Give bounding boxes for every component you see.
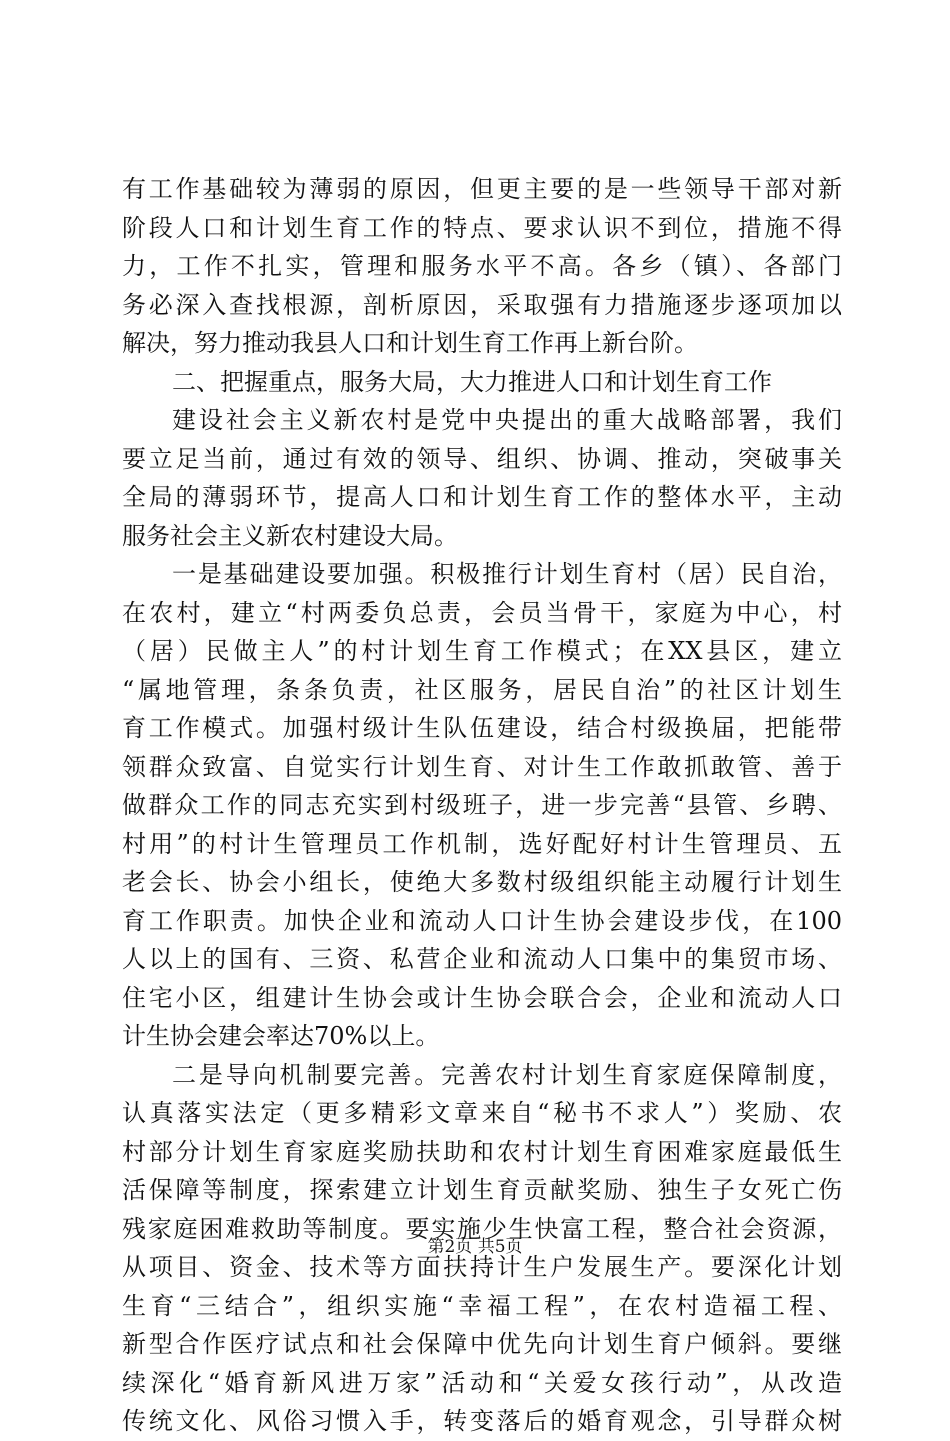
- text-line: 人以上的国有、三资、私营企业和流动人口集中的集贸市场、: [122, 945, 842, 973]
- page-number-footer: 第2页 共5页: [427, 1237, 523, 1257]
- text-line: 续深化“婚育新风进万家”活动和“关爱女孩行动”，从改造: [122, 1368, 842, 1397]
- text-line: 活保障等制度，探索建立计划生育贡献奖励、独生子女死亡伤: [122, 1176, 842, 1204]
- text-line: 力，工作不扎实，管理和服务水平不高。各乡（镇）、各部门: [122, 252, 842, 280]
- text-line: 生育“三结合”，组织实施“幸福工程”，在农村造福工程、: [122, 1291, 842, 1320]
- text-line: 务必深入查找根源，剖析原因，采取强有力措施逐步逐项加以: [122, 290, 842, 319]
- text-line: 老会长、协会小组长，使绝大多数村级组织能主动履行计划生: [122, 868, 842, 896]
- text-line: 村用”的村计生管理员工作机制，选好配好村计生管理员、五: [122, 829, 842, 858]
- text-line: 建设社会主义新农村是党中央提出的重大战略部署，我们: [172, 406, 842, 434]
- text-line: 传统文化、风俗习惯入手，转变落后的婚育观念，引导群众树: [122, 1407, 842, 1435]
- text-line: 领群众致富、自觉实行计划生育、对计生工作敢抓敢管、善于: [122, 752, 842, 781]
- text-line: 残家庭困难救助等制度。要实施少生快富工程，整合社会资源，: [122, 1214, 842, 1243]
- text-line: 全局的薄弱环节，提高人口和计划生育工作的整体水平，主动: [122, 483, 842, 511]
- text-line: 做群众工作的同志充实到村级班子，进一步完善“县管、乡聘、: [122, 791, 842, 819]
- text-line: 村部分计划生育家庭奖励扶助和农村计划生育困难家庭最低生: [122, 1137, 842, 1166]
- text-line: 二是导向机制要完善。完善农村计划生育家庭保障制度，: [172, 1060, 842, 1089]
- text-line: （居）民做主人”的村计划生育工作模式；在XX县区，建立: [122, 637, 842, 665]
- text-line: 育工作职责。加快企业和流动人口计生协会建设步伐，在100: [122, 906, 842, 935]
- text-line: 有工作基础较为薄弱的原因，但更主要的是一些领导干部对新: [122, 175, 842, 203]
- text-line: 解决，努力推动我县人口和计划生育工作再上新台阶。: [122, 329, 698, 357]
- text-line: 育工作模式。加强村级计生队伍建设，结合村级换届，把能带: [122, 714, 842, 742]
- text-line: 从项目、资金、技术等方面扶持计生户发展生产。要深化计划: [122, 1253, 842, 1281]
- text-line: 认真落实法定（更多精彩文章来自“秘书不求人”）奖励、农: [122, 1099, 842, 1127]
- text-line: 服务社会主义新农村建设大局。: [122, 521, 458, 550]
- text-line: “属地管理，条条负责，社区服务，居民自治”的社区计划生: [122, 675, 842, 704]
- text-line: 在农村，建立“村两委负总责，会员当骨干，家庭为中心，村: [122, 598, 842, 627]
- text-line: 阶段人口和计划生育工作的特点、要求认识不到位，措施不得: [122, 213, 842, 242]
- section-heading: 二、把握重点，服务大局，大力推进人口和计划生育工作: [172, 367, 772, 396]
- text-line: 计生协会建会率达70%以上。: [122, 1022, 440, 1050]
- text-line: 要立足当前，通过有效的领导、组织、协调、推动，突破事关: [122, 444, 842, 473]
- text-line: 新型合作医疗试点和社会保障中优先向计划生育户倾斜。要继: [122, 1330, 842, 1358]
- text-line: 一是基础建设要加强。积极推行计划生育村（居）民自治，: [172, 560, 842, 588]
- text-line: 住宅小区，组建计生协会或计生协会联合会，企业和流动人口: [122, 983, 842, 1012]
